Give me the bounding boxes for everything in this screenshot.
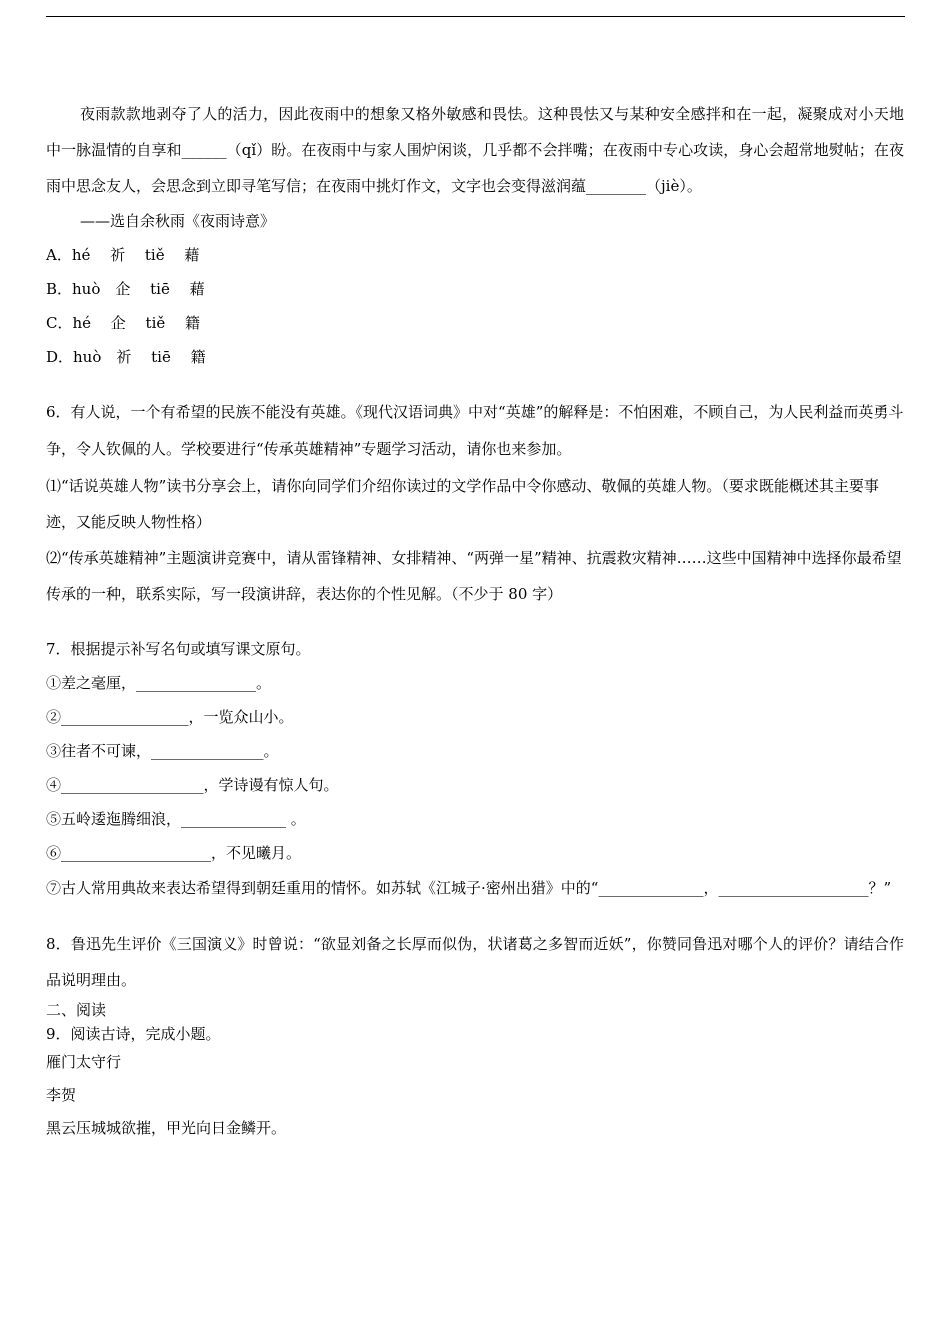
poem-title: 雁门太守行	[46, 1053, 122, 1071]
passage-source: ——选自余秋雨《夜雨诗意》	[80, 212, 276, 230]
question-7-item-6: ⑥____________________，不见曦月。	[46, 844, 302, 862]
spacer	[46, 374, 904, 394]
question-8-stem: 8．鲁迅先生评价《三国演义》时曾说：“欲显刘备之长厚而似伪，状诸葛之多智而近妖”，你赞同鲁迅对哪个人的评价？请结合作品说明理由。	[46, 935, 904, 989]
option-d: D．huò 祈 tiē 籍	[46, 348, 206, 366]
question-7-item-7: ⑦古人常用典故来表达希望得到朝廷重用的情怀。如苏轼《江城子·密州出猎》中的“______________，____________________？”	[46, 879, 892, 897]
option-c: C．hé 企 tiě 籍	[46, 314, 201, 332]
question-6-sub-1: ⑴“话说英雄人物”读书分享会上，请你向同学们介绍你读过的文学作品中令你感动、敬佩的英雄人物。（要求既能概述其主要事迹，又能反映人物性格）	[46, 477, 879, 531]
option-b: B．huò 企 tiē 藉	[46, 280, 205, 298]
question-7-item-3: ③往者不可谏，_______________。	[46, 742, 279, 760]
question-6-stem: 6．有人说，一个有希望的民族不能没有英雄。《现代汉语词典》中对“英雄”的解释是：不怕困难，不顾自己，为人民利益而英勇斗争，令人钦佩的人。学校要进行“传承英雄精神”专题学习活动，请你也来参加。	[46, 403, 904, 458]
question-7-item-5: ⑤五岭逶迤腾细浪，______________ 。	[46, 810, 306, 828]
question-7-item-4: ④___________________，学诗谩有惊人句。	[46, 776, 339, 794]
spacer	[46, 612, 904, 632]
question-9-stem: 9．阅读古诗，完成小题。	[46, 1025, 221, 1043]
poem-line-1: 黑云压城城欲摧，甲光向日金鳞开。	[46, 1119, 287, 1137]
section-2-title: 二、阅读	[46, 1001, 107, 1019]
passage-paragraph: 夜雨款款地剥夺了人的活力，因此夜雨中的想象又格外敏感和畏怯。这种畏怯又与某种安全感拌和在一起，凝聚成对小天地中一脉温情的自享和______（qǐ）盼。在夜雨中与家人围炉闲谈，几乎都不会拌嘴；在夜雨中专心攻读，身心会超常地熨帖；在夜雨中思念友人，会思念到立即寻笔写信；在夜雨中挑灯作文，文字也会变得滋润蕴________（jiè）。	[46, 105, 904, 195]
question-7-item-2: ②_________________，一览众山小。	[46, 708, 294, 726]
spacer	[46, 906, 904, 926]
option-a: A．hé 祈 tiě 藉	[46, 246, 200, 264]
poem-author: 李贺	[46, 1086, 77, 1104]
exam-page	[46, 96, 904, 1145]
header-rule	[46, 16, 905, 17]
question-7-stem: 7．根据提示补写名句或填写课文原句。	[46, 640, 311, 658]
question-6-sub-2: ⑵“传承英雄精神”主题演讲竞赛中，请从雷锋精神、女排精神、“两弹一星”精神、抗震救灾精神……这些中国精神中选择你最希望传承的一种，联系实际，写一段演讲辞，表达你的个性见解。（不少于 80 字）	[46, 549, 902, 603]
question-7-item-1: ①差之毫厘，________________。	[46, 674, 272, 692]
